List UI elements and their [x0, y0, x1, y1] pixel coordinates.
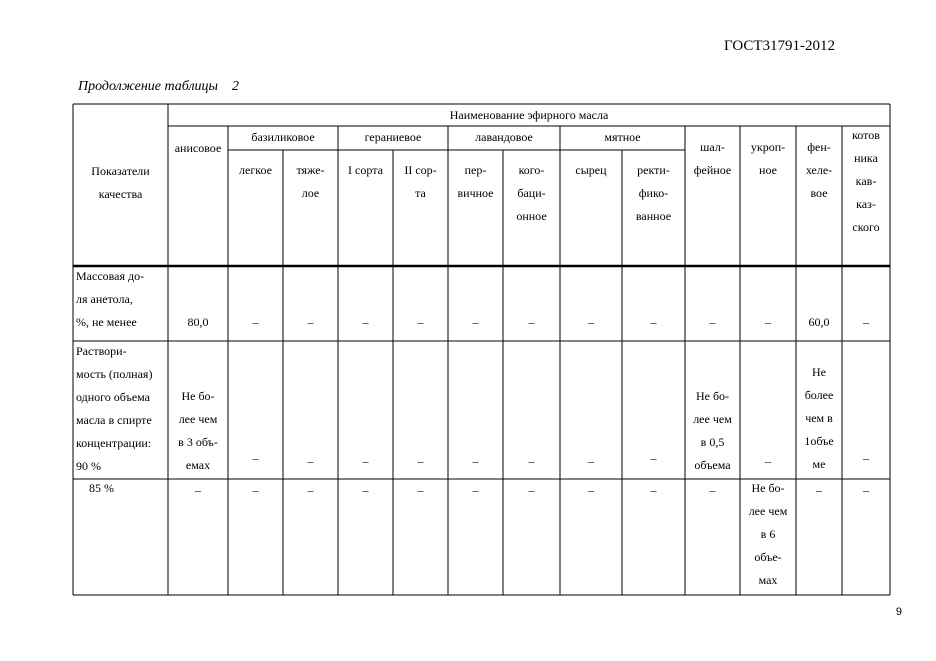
dash: – — [417, 454, 424, 468]
dash: – — [472, 483, 479, 497]
text-line: одного объема — [76, 390, 150, 404]
dash: – — [588, 454, 594, 468]
text-line: мость (полная) — [76, 367, 153, 381]
dash: – — [362, 315, 369, 329]
dash: – — [417, 315, 424, 329]
col-group-basil: базиликовое — [251, 130, 315, 144]
text-line: Показатели — [91, 164, 150, 178]
dash: – — [765, 315, 771, 329]
dash: – — [307, 315, 314, 329]
text-line: ректи- — [637, 163, 670, 177]
value-fennel-solubility — [796, 361, 842, 476]
text-line: Не — [812, 365, 826, 379]
col-group-lavender: лавандовое — [475, 130, 533, 144]
text-line: легкое — [239, 163, 272, 177]
text-line: 90 % — [76, 459, 101, 473]
text-line: вое — [810, 186, 828, 200]
text-line: кого- — [518, 163, 545, 177]
text-line: вичное — [457, 186, 494, 200]
text-line: шал- — [700, 140, 725, 154]
standard-number: ГОСТ31791-2012 — [724, 38, 835, 54]
dash: – — [650, 483, 657, 497]
dash: – — [863, 451, 869, 465]
text-line: фико- — [638, 186, 669, 200]
dash: – — [709, 315, 716, 329]
dash: – — [863, 315, 869, 329]
dash: – — [472, 315, 479, 329]
text-line: качества — [98, 187, 143, 201]
text-line: Не бо- — [181, 389, 215, 403]
col-lavender-cogobacion — [503, 159, 560, 228]
text-line: котов — [852, 128, 880, 142]
value-fennel-anethole: 60,0 — [808, 315, 830, 329]
dash: – — [765, 454, 771, 468]
text-line: ля анетола, — [76, 292, 133, 306]
dash: – — [588, 315, 594, 329]
col-dill — [740, 136, 796, 182]
text-line: укроп- — [750, 140, 786, 154]
dash: – — [528, 483, 535, 497]
dash: – — [252, 451, 259, 465]
text-line: I сорта — [348, 163, 383, 177]
text-line: лее чем — [178, 412, 218, 426]
value-dill-85 — [740, 477, 796, 592]
col-group-geranium: гераниевое — [364, 130, 422, 144]
col-group-mint: мятное — [604, 130, 641, 144]
text-line: фен- — [807, 140, 831, 154]
text-line: баци- — [517, 186, 546, 200]
row-label-concentration-85 — [73, 477, 168, 500]
row-label-solubility — [73, 340, 168, 478]
dash: – — [252, 315, 259, 329]
text-line: кав- — [855, 174, 877, 188]
text-line: тяже- — [296, 163, 325, 177]
dash: – — [417, 483, 424, 497]
col-anise — [168, 137, 228, 160]
text-line: в 0,5 — [700, 435, 725, 449]
text-line: ского — [852, 220, 880, 234]
value-anise-solubility — [168, 385, 228, 477]
text-line: емах — [185, 458, 211, 472]
text-line: ное — [759, 163, 777, 177]
value-anise-anethole: 80,0 — [187, 315, 209, 329]
dash: – — [528, 315, 535, 329]
text-line: лое — [301, 186, 320, 200]
text-line: каз- — [856, 197, 876, 211]
text-line: объе- — [754, 550, 782, 564]
dash: – — [195, 483, 201, 497]
text-line: Массовая до- — [76, 269, 145, 283]
dash: – — [588, 483, 594, 497]
page-number: 9 — [895, 606, 902, 618]
col-cotoneaster — [842, 124, 890, 239]
text-line: лее чем — [748, 504, 788, 518]
col-mint-rectified — [622, 159, 685, 228]
value-sage-solubility — [685, 385, 740, 477]
row-header-quality-indicators — [73, 160, 168, 206]
dash: – — [709, 483, 716, 497]
oil-name-group-header: Наименование эфирного масла — [449, 108, 609, 122]
text-line: анисовое — [174, 141, 222, 155]
text-line: Не бо- — [751, 481, 785, 495]
text-line: в 6 — [760, 527, 776, 541]
text-line: чем в — [805, 411, 833, 425]
text-line: сырец — [575, 163, 607, 177]
dash: – — [362, 454, 369, 468]
text-line: онное — [516, 209, 547, 223]
dash: – — [816, 483, 822, 497]
col-sage — [685, 136, 740, 182]
text-line: II сор- — [404, 163, 437, 177]
text-line: %, не менее — [76, 315, 137, 329]
text-line: концентрации: — [76, 436, 152, 450]
text-line: ванное — [635, 209, 672, 223]
text-line: хеле- — [805, 163, 833, 177]
text-line: объема — [694, 458, 731, 472]
col-basil-light — [228, 159, 283, 182]
text-line: мах — [758, 573, 778, 587]
dash: – — [362, 483, 369, 497]
table-number: 2 — [232, 79, 240, 94]
dash: – — [650, 451, 657, 465]
col-geranium-grade-1 — [338, 159, 393, 182]
dash: – — [252, 483, 259, 497]
col-geranium-grade-2 — [393, 159, 448, 205]
text-line: Не бо- — [695, 389, 730, 403]
text-line: более — [804, 388, 834, 402]
text-line: ме — [812, 457, 826, 471]
dash: – — [650, 315, 657, 329]
dash: – — [307, 483, 314, 497]
col-lavender-primary — [448, 159, 503, 205]
text-line: фейное — [693, 163, 732, 177]
text-line: 1объе — [804, 434, 834, 448]
continuation-text: Продолжение таблицы — [78, 79, 219, 94]
col-mint-raw — [560, 159, 622, 182]
text-line: в 3 объ- — [178, 435, 218, 449]
row-label-anethole — [73, 265, 168, 334]
text-line: масла в спирте — [76, 413, 152, 427]
dash: – — [307, 454, 314, 468]
dash: – — [472, 454, 479, 468]
text-line: Раствори- — [76, 344, 127, 358]
dash: – — [528, 454, 535, 468]
col-basil-heavy — [283, 159, 338, 205]
text-line: пер- — [464, 163, 487, 177]
col-fennel — [796, 136, 842, 205]
text-line: 85 % — [89, 481, 114, 495]
text-line: лее чем — [693, 412, 732, 426]
dash: – — [863, 483, 869, 497]
text-line: та — [415, 186, 426, 200]
text-line: ника — [854, 151, 878, 165]
